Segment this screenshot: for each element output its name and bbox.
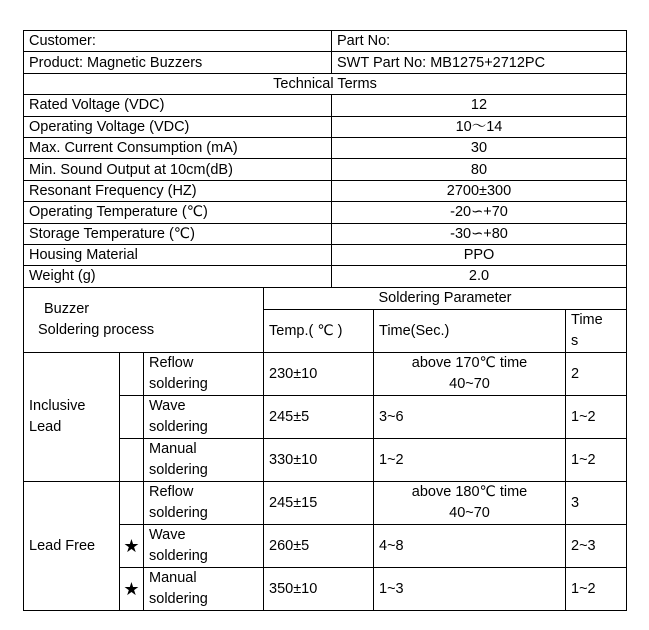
process-title-line2: Soldering process [38,322,155,338]
spec-row [24,137,627,158]
spec-value: -30∽+80 [332,223,627,244]
time-column-header: Time(Sec.) [374,310,566,353]
spec-label: Max. Current Consumption (mA) [24,137,332,158]
method-cell [144,482,264,525]
customer-label: Customer: [24,31,332,52]
product-label: Product: Magnetic Buzzers [24,52,332,73]
method-line2: soldering [149,591,208,607]
spec-row [24,266,627,287]
specification-table [23,30,627,288]
times-cell: 2 [566,353,627,396]
spec-row [24,180,627,201]
time-line1: above 170℃ time [411,355,528,371]
method-line2: soldering [149,419,208,435]
spec-value: 80 [332,159,627,180]
spec-value: 2.0 [332,266,627,287]
method-line2: soldering [149,376,208,392]
star-cell [120,353,144,396]
group-name-line1: Inclusive [29,398,86,414]
soldering-row [24,353,627,396]
spec-label: Rated Voltage (VDC) [24,95,332,116]
method-cell [144,439,264,482]
method-line1: Manual [149,441,197,457]
method-cell [144,353,264,396]
product-row [24,52,627,73]
technical-terms-row [24,73,627,94]
star-cell [120,396,144,439]
spec-row [24,223,627,244]
spec-label: Weight (g) [24,266,332,287]
soldering-parameter-heading: Soldering Parameter [264,288,627,310]
spec-label: Min. Sound Output at 10cm(dB) [24,159,332,180]
process-title-line1: Buzzer [44,301,90,317]
spec-label: Housing Material [24,244,332,265]
method-line1: Reflow [149,484,194,500]
temp-column-header: Temp.( ℃ ) [264,310,374,353]
spec-row [24,116,627,137]
time-cell [374,482,566,525]
spec-value: PPO [332,244,627,265]
star-icon: ★ [120,525,144,568]
spec-row [24,95,627,116]
method-cell [144,396,264,439]
temp-cell: 330±10 [264,439,374,482]
spec-row [24,202,627,223]
method-line2: soldering [149,505,208,521]
time-cell: 1~2 [374,439,566,482]
star-cell [120,439,144,482]
temp-cell: 260±5 [264,525,374,568]
star-icon: ★ [120,568,144,611]
times-header-line2: s [571,333,579,349]
part-no-label: Part No: [332,31,627,52]
customer-row [24,31,627,52]
time-line2: 40~70 [449,505,490,521]
method-cell [144,568,264,611]
times-cell: 1~2 [566,568,627,611]
spec-value: -20∽+70 [332,202,627,223]
time-cell: 1~3 [374,568,566,611]
soldering-row [24,482,627,525]
group-name-line1: Lead Free [29,537,96,554]
method-line1: Wave [149,398,186,414]
times-cell: 1~2 [566,396,627,439]
spec-label: Operating Voltage (VDC) [24,116,332,137]
spec-label: Operating Temperature (℃) [24,202,332,223]
method-line1: Manual [149,570,197,586]
temp-cell: 230±10 [264,353,374,396]
spec-label: Storage Temperature (℃) [24,223,332,244]
time-cell: 4~8 [374,525,566,568]
spec-value: 12 [332,95,627,116]
group-name-lead-free [24,482,120,611]
group-name-line2: Lead [29,419,62,435]
time-line2: 40~70 [449,376,490,392]
times-cell: 2~3 [566,525,627,568]
times-cell: 3 [566,482,627,525]
soldering-process-heading [24,288,264,353]
swt-part-label: SWT Part No: MB1275+2712PC [332,52,627,73]
spec-label: Resonant Frequency (HZ) [24,180,332,201]
soldering-table [23,287,627,611]
time-cell: 3~6 [374,396,566,439]
temp-cell: 245±5 [264,396,374,439]
method-line1: Wave [149,527,186,543]
spec-value: 2700±300 [332,180,627,201]
technical-terms-heading: Technical Terms [24,73,627,94]
method-cell [144,525,264,568]
temp-cell: 350±10 [264,568,374,611]
spec-row [24,244,627,265]
times-header-line1: Time [571,312,603,328]
method-line1: Reflow [149,355,194,371]
temp-cell: 245±15 [264,482,374,525]
group-name-inclusive-lead [24,353,120,482]
time-line1: above 180℃ time [411,484,528,500]
spec-row [24,159,627,180]
time-cell [374,353,566,396]
soldering-header-row [24,288,627,310]
times-column-header [566,310,627,353]
method-line2: soldering [149,548,208,564]
method-line2: soldering [149,462,208,478]
spec-value: 30 [332,137,627,158]
spec-value: 10～14 [332,116,627,137]
times-cell: 1~2 [566,439,627,482]
star-cell [120,482,144,525]
